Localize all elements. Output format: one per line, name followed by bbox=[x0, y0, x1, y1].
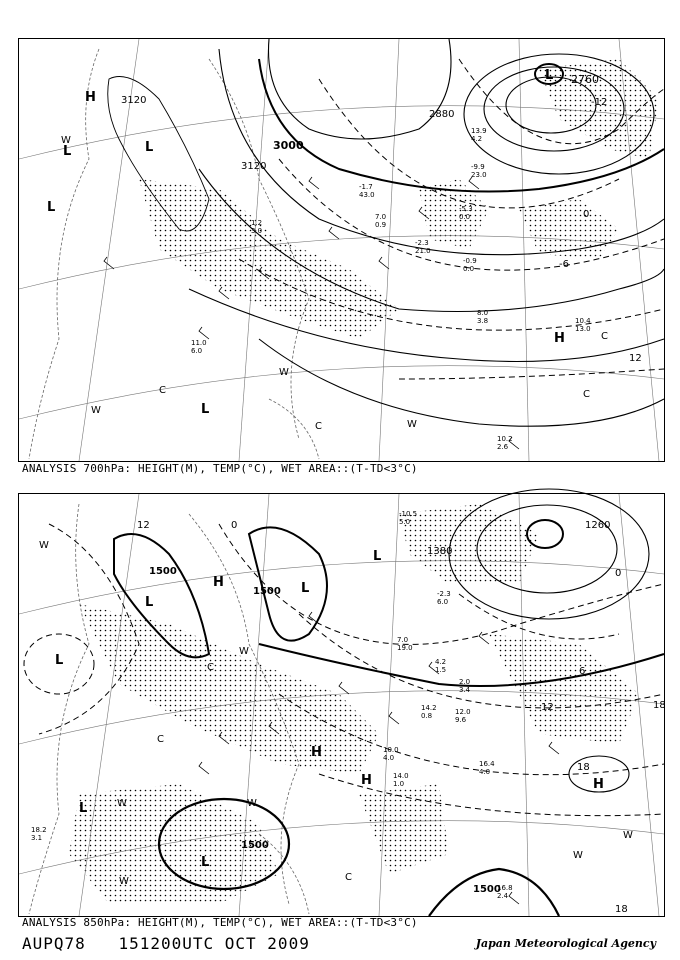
station-dew: 2.4 bbox=[497, 892, 509, 900]
height-label: 1500 bbox=[149, 566, 177, 577]
cold-marker: C bbox=[345, 872, 352, 883]
low-center: L bbox=[201, 855, 210, 870]
low-center: L bbox=[55, 653, 64, 668]
station-dew: 5.0 bbox=[399, 518, 411, 526]
temp-label: 18 bbox=[653, 700, 666, 711]
warm-marker: W bbox=[61, 135, 71, 146]
station-temp: 14.0 bbox=[393, 772, 409, 780]
station-dew: 3.8 bbox=[477, 317, 489, 325]
height-label: 3120 bbox=[121, 95, 147, 106]
station-temp: 10.2 bbox=[497, 435, 513, 443]
temp-label: 0 bbox=[583, 209, 590, 220]
station-temp: 10.4 bbox=[575, 317, 591, 325]
station-dew: 1.0 bbox=[393, 780, 405, 788]
station-dew: 19.0 bbox=[397, 644, 413, 652]
panel-caption-700hpa: ANALYSIS 700hPa: HEIGHT(M), TEMP(°C), WET AREA::(T-TD<3°C) bbox=[22, 462, 418, 475]
high-center: H bbox=[311, 745, 322, 760]
chart-panel-700hpa bbox=[18, 38, 665, 462]
chart-code: AUPQ78 bbox=[22, 934, 86, 953]
low-center: L bbox=[145, 140, 154, 155]
station-temp: 16.8 bbox=[497, 884, 513, 892]
temp-label: 18 bbox=[577, 762, 590, 773]
warm-marker: W bbox=[39, 540, 49, 551]
station-temp: 10.0 bbox=[383, 746, 399, 754]
map-700hpa bbox=[19, 39, 664, 461]
cold-marker: C bbox=[159, 385, 166, 396]
panel-caption-850hpa: ANALYSIS 850hPa: HEIGHT(M), TEMP(°C), WET AREA::(T-TD<3°C) bbox=[22, 916, 418, 929]
station-dew: 43.0 bbox=[359, 191, 375, 199]
warm-marker: W bbox=[623, 830, 633, 841]
low-center: L bbox=[545, 68, 554, 83]
temp-label: 0 bbox=[615, 568, 622, 579]
temp-label: 12 bbox=[541, 702, 554, 713]
station-temp: -0.9 bbox=[463, 257, 477, 265]
station-temp: -10.5 bbox=[399, 510, 418, 518]
low-center: L bbox=[145, 595, 154, 610]
height-label: 1260 bbox=[585, 520, 611, 531]
station-temp: 8.0 bbox=[477, 309, 489, 317]
high-center: H bbox=[213, 575, 224, 590]
station-temp: 18.2 bbox=[31, 826, 47, 834]
station-dew: 6.0 bbox=[191, 347, 203, 355]
low-center: L bbox=[79, 801, 88, 816]
station-dew: 9.6 bbox=[455, 716, 467, 724]
station-dew: 4.2 bbox=[471, 135, 483, 143]
station-dew: 4.0 bbox=[383, 754, 395, 762]
valid-time: 151200UTC OCT 2009 bbox=[118, 934, 310, 953]
wet-area-dots bbox=[139, 59, 659, 339]
warm-marker: W bbox=[91, 405, 101, 416]
station-temp: 13.9 bbox=[471, 127, 487, 135]
station-temp: 11.0 bbox=[191, 339, 207, 347]
temp-label: 6 bbox=[579, 666, 586, 677]
warm-marker: W bbox=[119, 876, 129, 887]
station-temp: -2.3 bbox=[415, 239, 429, 247]
station-dew: 1.5 bbox=[435, 666, 447, 674]
station-temp: 4.2 bbox=[435, 658, 447, 666]
height-label: 3120 bbox=[241, 161, 267, 172]
cold-marker: C bbox=[583, 389, 590, 400]
height-label: 3000 bbox=[273, 139, 304, 152]
height-label: 1500 bbox=[253, 586, 281, 597]
high-center: H bbox=[554, 331, 565, 346]
high-center: H bbox=[85, 90, 96, 105]
warm-marker: W bbox=[279, 367, 289, 378]
temp-label: 12 bbox=[137, 520, 150, 531]
cold-marker: C bbox=[157, 734, 164, 745]
map-850hpa bbox=[19, 494, 664, 916]
station-temp: -2.3 bbox=[437, 590, 451, 598]
station-temp: 7.0 bbox=[397, 636, 409, 644]
warm-marker: W bbox=[247, 798, 257, 809]
agency-name: Japan Meteorological Agency bbox=[475, 937, 656, 950]
warm-marker: W bbox=[573, 850, 583, 861]
station-temp: 12.0 bbox=[455, 708, 471, 716]
warm-marker: W bbox=[239, 646, 249, 657]
temp-label: -12 bbox=[591, 97, 608, 108]
temp-label: 12 bbox=[629, 353, 642, 364]
station-temp: 16.4 bbox=[479, 760, 495, 768]
temp-label: 18 bbox=[615, 904, 628, 915]
station-dew: 13.0 bbox=[575, 325, 591, 333]
height-label: 1500 bbox=[473, 884, 501, 895]
station-dew: 3.1 bbox=[31, 834, 43, 842]
cold-marker: C bbox=[601, 331, 608, 342]
station-temp: 2.0 bbox=[459, 678, 471, 686]
station-dew: 0.8 bbox=[421, 712, 433, 720]
cold-marker: C bbox=[207, 662, 214, 673]
station-temp: -9.9 bbox=[471, 163, 485, 171]
station-dew: 0.0 bbox=[459, 213, 471, 221]
chart-identifier bbox=[22, 934, 332, 953]
station-temp: 7.0 bbox=[375, 213, 387, 221]
station-temp: 1.2 bbox=[251, 219, 263, 227]
station-dew: 2.6 bbox=[497, 443, 509, 451]
station-dew: 3.0 bbox=[251, 227, 263, 235]
station-dew: 6.0 bbox=[437, 598, 449, 606]
low-center: L bbox=[47, 200, 56, 215]
station-dew: 0.0 bbox=[463, 265, 475, 273]
station-dew: 4.0 bbox=[479, 768, 491, 776]
cold-marker: C bbox=[315, 421, 322, 432]
height-label: 2880 bbox=[429, 109, 455, 120]
station-dew: 0.9 bbox=[375, 221, 387, 229]
station-temp: -1.7 bbox=[359, 183, 373, 191]
low-center: L bbox=[373, 549, 382, 564]
station-dew: 3.4 bbox=[459, 686, 471, 694]
temp-label: -6 bbox=[559, 259, 569, 270]
chart-panel-850hpa bbox=[18, 493, 665, 917]
high-center: H bbox=[593, 777, 604, 792]
station-temp: 14.2 bbox=[421, 704, 437, 712]
height-label: 1500 bbox=[241, 840, 269, 851]
high-center: H bbox=[361, 773, 372, 788]
low-center: L bbox=[301, 581, 310, 596]
station-dew: 21.0 bbox=[415, 247, 431, 255]
height-label: 2760 bbox=[571, 73, 599, 86]
temp-label: 0 bbox=[231, 520, 238, 531]
warm-marker: W bbox=[117, 798, 127, 809]
low-center: L bbox=[201, 402, 210, 417]
height-label: 1380 bbox=[427, 546, 453, 557]
warm-marker: W bbox=[407, 419, 417, 430]
station-dew: 23.0 bbox=[471, 171, 487, 179]
low-center: L bbox=[63, 144, 72, 159]
station-temp: -5.3 bbox=[459, 205, 473, 213]
